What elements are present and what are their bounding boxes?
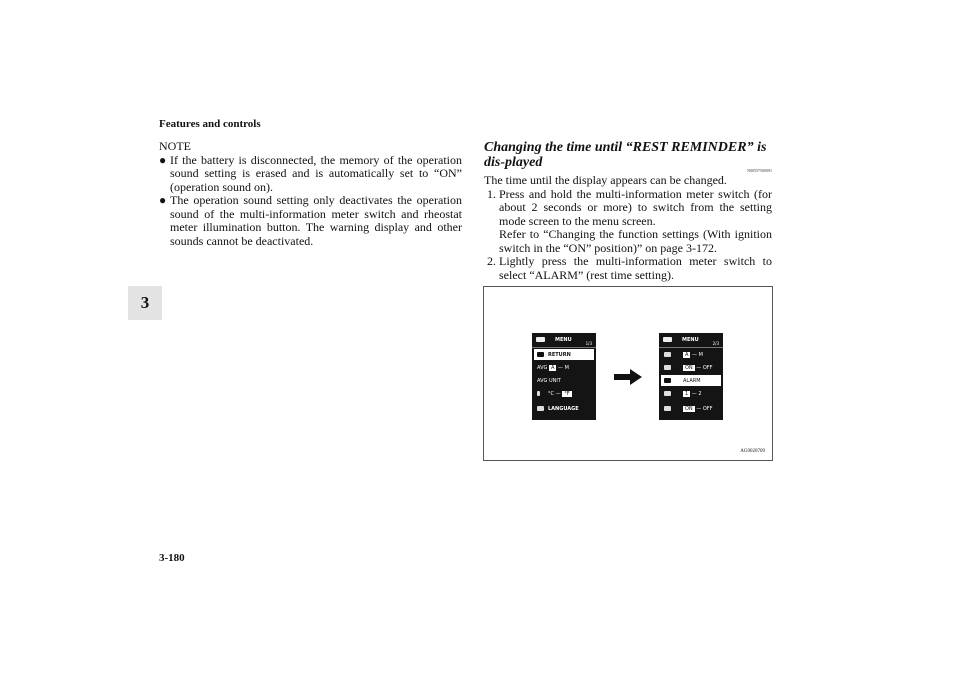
speaker-icon [664,365,671,370]
thermometer-icon [537,391,540,396]
screen-page-indicator: 1/3 [585,341,592,346]
menu-row-return [534,349,594,360]
fuel-icon [664,352,671,357]
menu-screen-page-2 [659,333,723,420]
selected-option: °F [564,391,570,397]
menu-row-avg [534,362,594,373]
screen-title: MENU [555,337,572,343]
row-label [683,352,703,358]
note-text: If the battery is disconnected, the memory of the operation sound setting is erased and is automatically set to “ON” (operation sound on). [170,152,462,194]
menu-row-fuel [661,349,721,360]
bullet-icon: ● [159,193,167,207]
section-column [484,140,772,282]
step-number: 1. [487,186,496,201]
return-icon [537,352,544,357]
note-item [159,154,462,195]
menu-illustration [483,286,773,461]
row-label: RETURN [548,352,571,358]
section-title: Changing the time until “REST REMINDER” is dis-played [484,140,767,170]
row-label-suffix: — OFF [696,406,713,412]
screen-page-indicator: 2/3 [712,341,719,346]
section-header: Features and controls [159,118,261,130]
selected-option: 1 [685,391,689,397]
step-reference: Refer to “Changing the function settings (With ignition switch in the “ON” position)” on page 3-172. [499,227,772,255]
figure-id: AG0020709 [740,449,765,454]
section-code: N00557500091 [747,168,772,173]
menu-row-alarm [661,375,721,386]
menu-screen-page-1 [532,333,596,420]
row-label [683,406,713,412]
right-arrow-icon [614,369,642,385]
row-label [537,365,569,371]
selected-option: A [551,365,555,371]
page-number: 3-180 [159,552,185,564]
row-label: LANGUAGE [548,406,579,412]
menu-row-temperature [534,388,594,399]
row-label-prefix: AVG [537,365,548,371]
note-item [159,194,462,248]
note-text: The operation sound setting only deactivates the operation sound of the multi-information meter switch and rheostat meter illumination button. The warning display and other sounds cannot be deactivated. [170,193,462,248]
row-label-prefix: °C — [548,391,561,397]
note-heading: NOTE [159,139,191,153]
menu-row-sound [661,362,721,373]
menu-icon [536,337,545,342]
screen-header [532,335,596,348]
row-label-suffix: — M [692,352,703,358]
row-label-suffix: — OFF [696,365,713,371]
coffee-cup-icon [664,378,671,383]
selected-option: A [685,352,689,358]
step-number: 2. [487,254,496,268]
wiper-icon [664,406,671,411]
row-label-suffix: — 2 [691,391,702,397]
step-item [484,255,772,282]
step-text: Lightly press the multi-information meter switch to select “ALARM” (rest time setting). [499,254,772,282]
menu-row-wiper [661,403,721,414]
selected-option: ON [685,406,693,412]
step-text: Press and hold the multi-information meter switch (for about 2 seconds or more) to switch from the setting mode screen to the menu screen. [499,186,772,228]
row-label-suffix: — M [558,365,569,371]
row-label [548,391,572,397]
row-label: ALARM [683,378,701,384]
note-list [159,154,462,249]
screen-header [659,335,723,348]
row-label: AVG UNIT [537,378,561,384]
row-label [683,391,702,397]
bullet-icon: ● [159,152,167,167]
section-intro: The time until the display appears can be changed. [484,173,727,187]
menu-icon [663,337,672,342]
screen-title: MENU [682,337,699,343]
menu-row-avg-unit [534,375,594,386]
note-column [159,140,462,248]
menu-row-turn-signal [661,388,721,399]
step-item [484,188,772,256]
menu-row-language [534,403,594,414]
step-list [484,188,772,283]
row-label [683,365,713,371]
language-icon [537,406,544,411]
chapter-tab: 3 [128,286,162,320]
selected-option: ON [685,365,693,371]
turn-signal-icon [664,391,671,396]
